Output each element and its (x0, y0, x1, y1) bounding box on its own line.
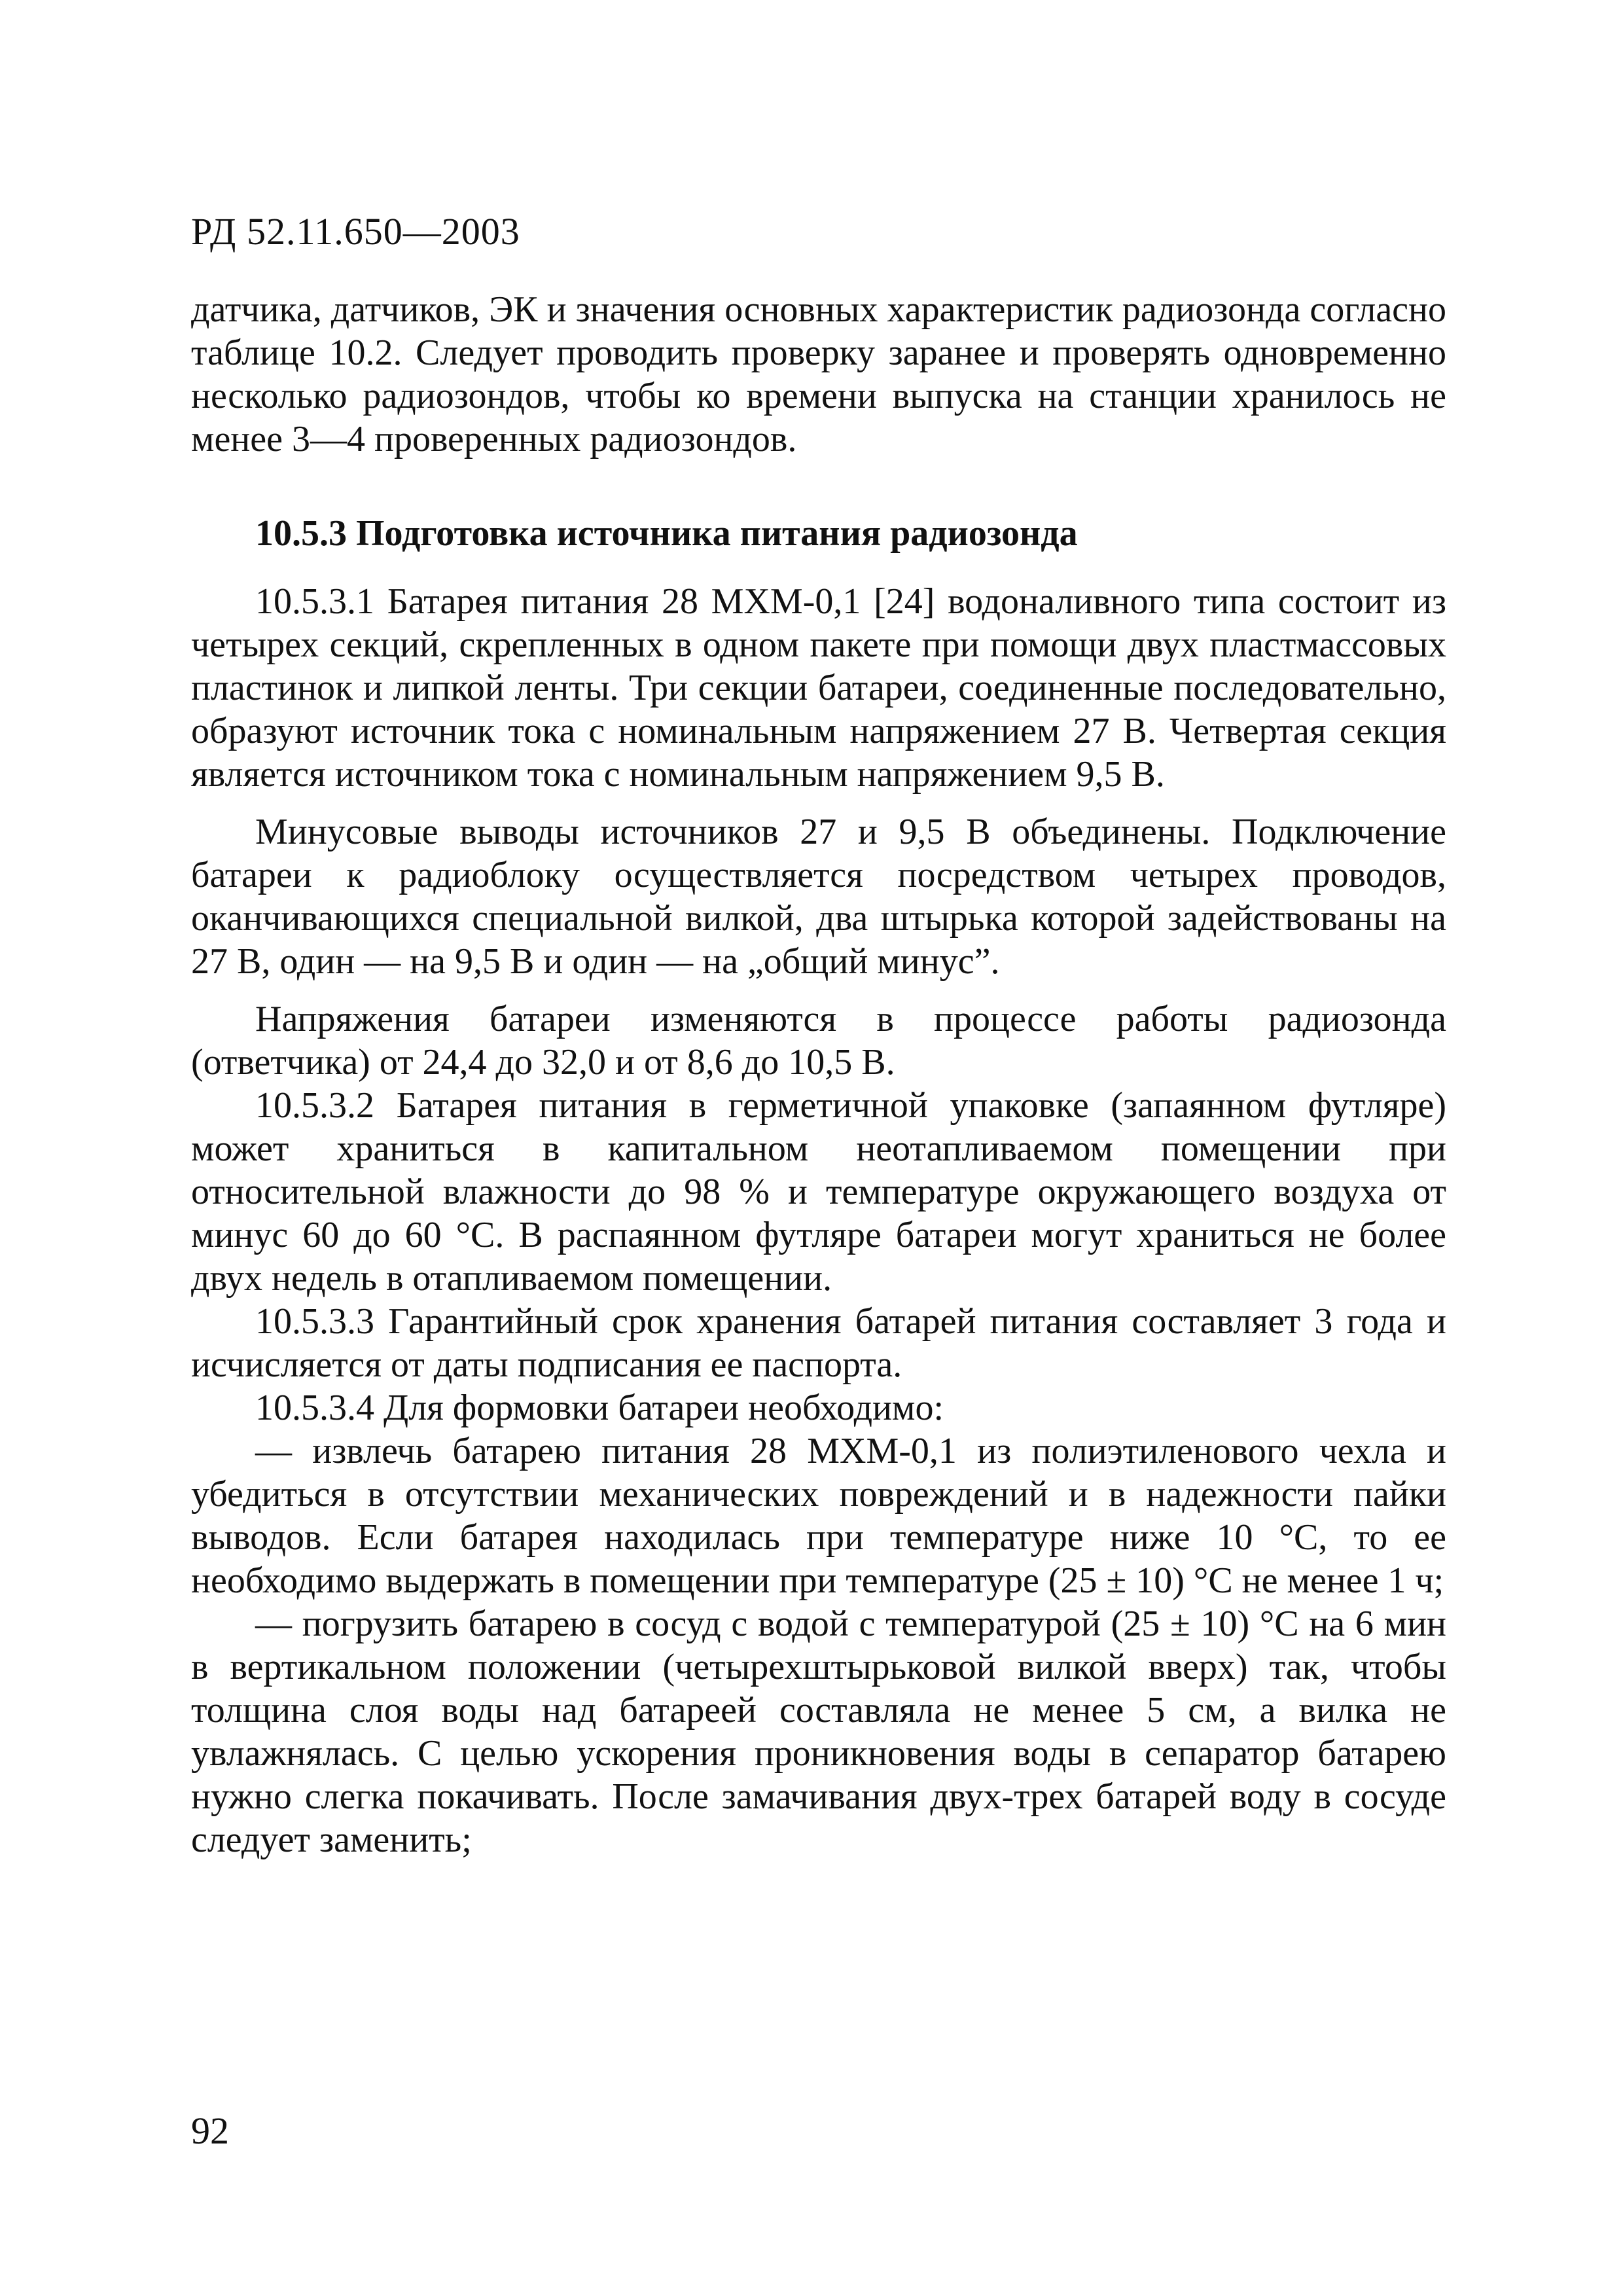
paragraph-10-5-3-3: 10.5.3.3 Гарантийный срок хранения батарей питания составляет 3 года и исчисляется от даты подписания ее паспорта. (191, 1301, 1446, 1385)
section-heading: 10.5.3 Подготовка источника питания радиозонда (255, 513, 1078, 554)
intro-paragraph: датчика, датчиков, ЭК и значения основных характеристик радиозонда согласно таблице 10.2. Следует проводить проверку заранее и проверять одновременно несколько радиозондов, чтобы ко времени выпуска на станции хранилось не менее 3—4 проверенных радиозондов. (191, 289, 1446, 459)
paragraph-10-5-3-2: 10.5.3.2 Батарея питания в герметичной упаковке (запаянном футляре) может храниться в капитальном неотапливаемом помещении при относительной влажности до 98 % и температуре окружающего воздуха от минус 60 до 60 °С. В распаянном футляре батареи могут храниться не более двух недель в отапливаемом помещении. (191, 1085, 1446, 1299)
page-number: 92 (191, 2109, 229, 2152)
paragraph-minus-terminals: Минусовые выводы источников 27 и 9,5 В объединены. Подключение батареи к радиоблоку осуществляется посредством четырех проводов, оканчивающихся специальной вилкой, два штырька которой задействованы на 27 В, один — на 9,5 В и один — на „общий минус”. (191, 812, 1446, 982)
paragraph-10-5-3-1: 10.5.3.1 Батарея питания 28 МХМ-0,1 [24] водоналивного типа состоит из четырех секций, скрепленных в одном пакете при помощи двух пластмассовых пластинок и липкой ленты. Три секции батареи, соединенные последовательно, образуют источник тока с номинальным напряжением 27 В. Четвертая секция является источником тока с номинальным напряжением 9,5 В. (191, 581, 1446, 795)
document-code: РД 52.11.650—2003 (191, 210, 520, 253)
paragraph-10-5-3-4: 10.5.3.4 Для формовки батареи необходимо: (255, 1388, 944, 1428)
document-body (191, 288, 1446, 1861)
list-item: — погрузить батарею в сосуд с водой с температурой (25 ± 10) °С на 6 мин в вертикальном положении (четырехштырьковой вилкой вверх) так, чтобы толщина слоя воды над батареей составляла не менее 5 см, а вилка не увлажнялась. С целью ускорения проникновения воды в сепаратор батарею нужно слегка покачивать. После замачивания двух-трех батарей воду в сосуде следует заменить; (191, 1604, 1446, 1860)
list-item: — извлечь батарею питания 28 МХМ-0,1 из полиэтиленового чехла и убедиться в отсутствии механических повреждений и в надежности пайки выводов. Если батарея находилась при температуре ниже 10 °С, то ее необходимо выдержать в помещении при температуре (25 ± 10) °С не менее 1 ч; (191, 1431, 1446, 1601)
paragraph-voltages: Напряжения батареи изменяются в процессе работы радиозонда (ответчика) от 24,4 до 32,0 и от 8,6 до 10,5 В. (191, 999, 1446, 1083)
